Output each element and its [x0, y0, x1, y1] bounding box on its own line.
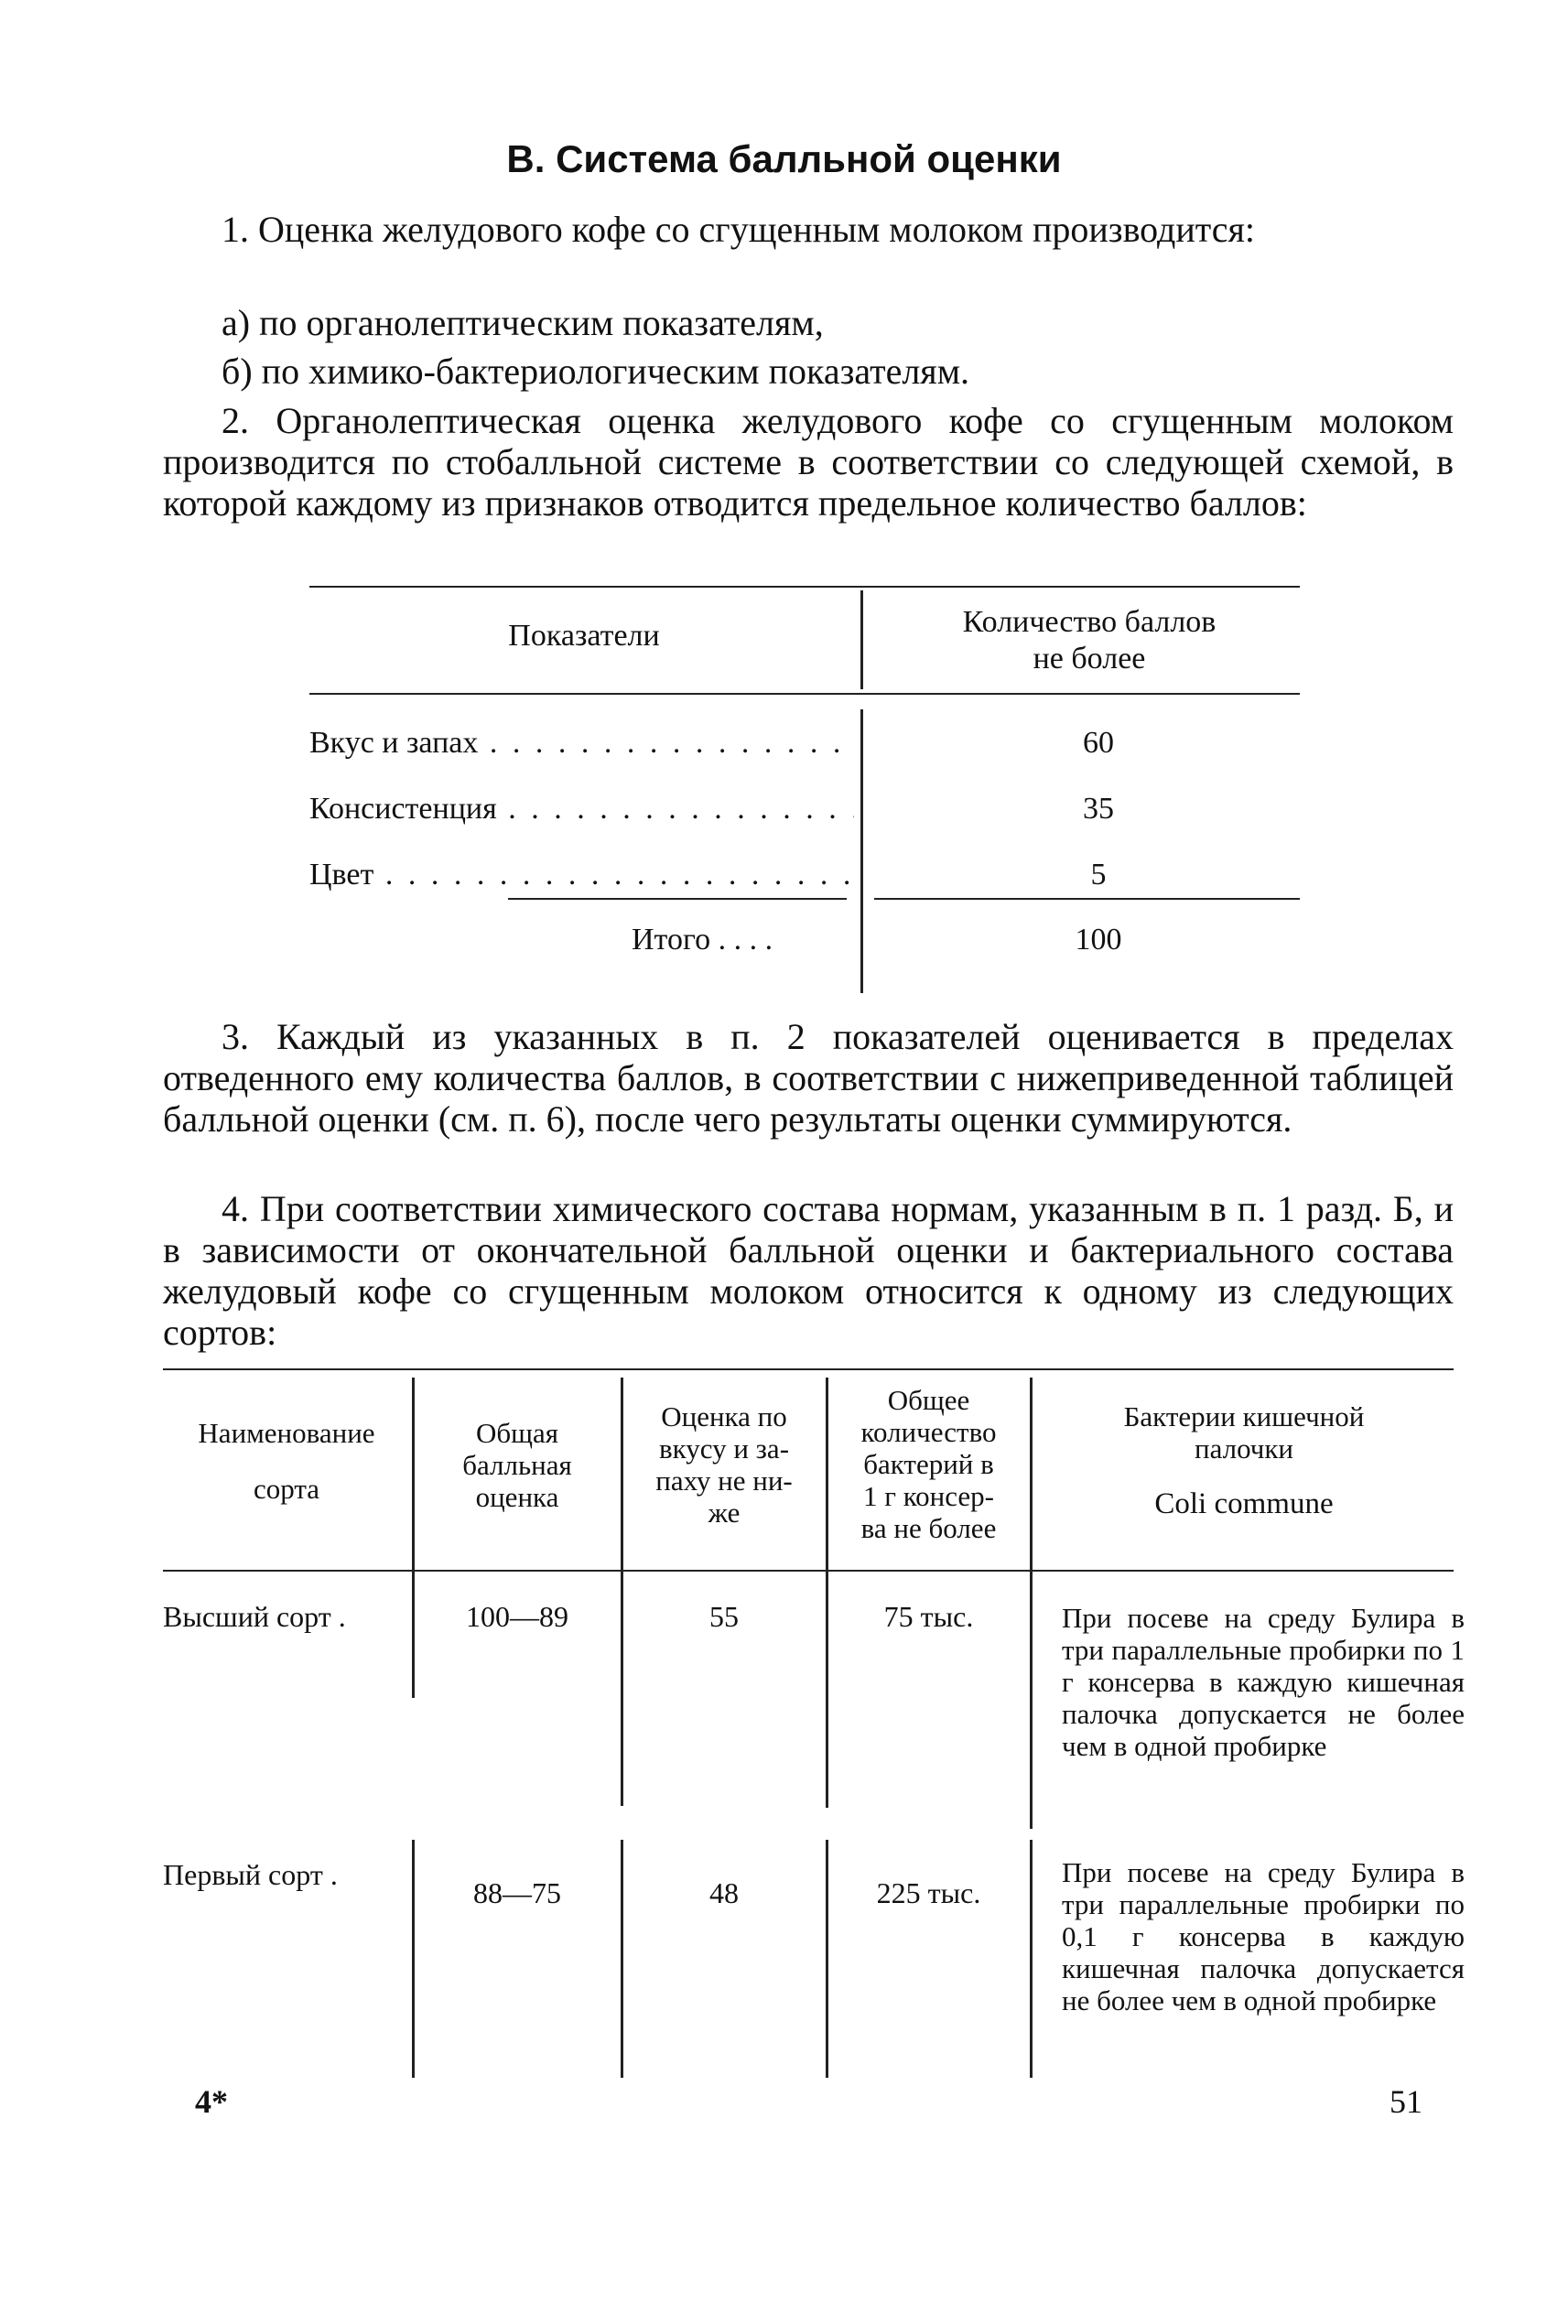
table-column-divider	[412, 1378, 415, 1620]
table-header-rule	[163, 1570, 1454, 1572]
list-item-b: б) по химико-бактериологическим показателям.	[222, 351, 970, 392]
table-header-rule	[309, 693, 1300, 695]
table-cell-total: 100—89	[466, 1600, 568, 1633]
paragraph-3: 3. Каждый из указанных в п. 2 показателей оценивается в пределах отведенного ему количества баллов, в соответствии с нижеприведенной таблицей балльной оценки (см. п. 6), после чего результаты оценки суммируются.	[163, 1016, 1454, 1140]
section-heading: В. Система балльной оценки	[506, 137, 1062, 180]
table-column-divider	[1030, 1378, 1033, 1620]
total-underline	[508, 898, 847, 900]
header-coli: Бактерии кишечной палочки Coli commune	[1123, 1400, 1365, 1520]
page-number: 51	[1390, 2083, 1422, 2120]
total-underline	[874, 898, 1300, 900]
table-cell-grade: Первый сорт .	[163, 1858, 338, 1891]
table-row-value: 35	[1083, 792, 1114, 826]
table-row-name: Консистенция . . .	[309, 792, 854, 827]
table-cell-coli: При посеве на среду Булира в три параллельные пробирки по 0,1 г консерва в каждую кишечная палочка допускается не более чем в одной пробирке	[1062, 1856, 1465, 2016]
signature-mark: 4*	[195, 2083, 228, 2120]
table-cell-taste: 48	[709, 1876, 739, 1909]
header-grade-name: Наименование сорта	[198, 1417, 375, 1505]
table-cell-taste: 55	[709, 1600, 739, 1633]
table-column-divider	[621, 1582, 623, 1806]
paragraph-2: 2. Органолептическая оценка желудового кофе со сгущенным молоком производится по стобалльной системе в соответствии со следующей схемой, в которой каждому из признаков отводится предельное количество баллов:	[163, 400, 1454, 524]
header-total-score: Общая балльная оценка	[462, 1417, 572, 1513]
table-column-divider	[826, 1593, 828, 1808]
column-header-points: Количество баллов не более	[962, 605, 1217, 676]
header-bacteria-count: Общее количество бактерий в 1 г консер- ва не более	[860, 1384, 997, 1544]
table-row-name: Вкус и запах . . .	[309, 726, 854, 761]
paragraph-1: 1. Оценка желудового кофе со сгущенным молоком производится:	[222, 209, 1256, 250]
table-column-divider	[826, 1840, 828, 2078]
table-column-divider	[412, 1588, 415, 1698]
total-value: 100	[1075, 923, 1122, 957]
table-row-value: 5	[1090, 858, 1107, 892]
table-column-divider	[860, 590, 863, 689]
table-column-divider	[1030, 1609, 1033, 1829]
table-top-rule	[163, 1368, 1454, 1370]
table-column-divider	[621, 1840, 623, 2078]
table-column-divider	[1030, 1840, 1033, 2078]
table-cell-grade: Высший сорт .	[163, 1600, 346, 1633]
total-label: Итого . . . .	[632, 923, 773, 957]
header-taste-score: Оценка по вкусу и за- паху не ни- же	[655, 1400, 793, 1529]
table-cell-bacteria: 75 тыс.	[883, 1600, 974, 1633]
table-cell-coli: При посеве на среду Булира в три параллельные пробирки по 1 г консерва в каждую кишечная палочка допускается не более чем в одной пробирке	[1062, 1602, 1465, 1762]
paragraph-4: 4. При соответствии химического состава нормам, указанным в п. 1 разд. Б, и в зависимости от окончательной балльной оценки и бактериального состава желудовый кофе со сгущенным молоком относится к одному из следующих сортов:	[163, 1188, 1454, 1353]
list-item-a: а) по органолептическим показателям,	[222, 302, 824, 343]
table-row-name: Цвет . . .	[309, 858, 854, 892]
table-top-rule	[309, 586, 1300, 588]
table-column-divider	[860, 709, 863, 993]
table-column-divider	[412, 1840, 415, 2078]
column-header-indicator: Показатели	[508, 619, 660, 653]
table-column-divider	[826, 1378, 828, 1620]
table-row-value: 60	[1083, 726, 1114, 760]
table-cell-total: 88—75	[473, 1876, 561, 1909]
table-cell-bacteria: 225 тыс.	[876, 1876, 981, 1909]
